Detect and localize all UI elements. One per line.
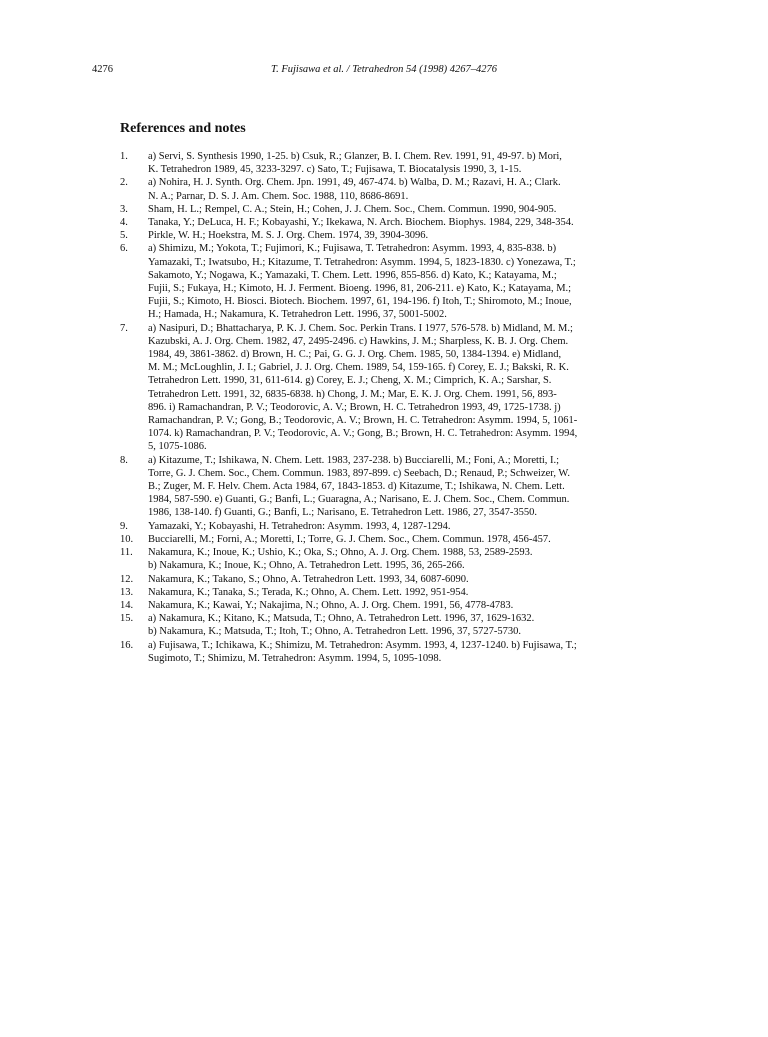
reference-line: Nakamura, K.; Inoue, K.; Ushio, K.; Oka, S.; Ohno, A. J. Org. Chem. 1988, 53, 2589-2593. [148,547,533,559]
reference-item [120,533,668,546]
reference-line: M. M.; McLoughlin, J. I.; Gabriel, J. J. Org. Chem. 1989, 54, 159-165. f) Corey, E. J.; Bakski, R. K. [148,362,569,374]
reference-item [120,639,668,665]
reference-line: Yamazaki, T.; Iwatsubo, H.; Kitazume, T. Tetrahedron: Asymm. 1994, 5, 1823-1830. c) Yonezawa, T.; [148,256,576,268]
reference-line: Nakamura, K.; Takano, S.; Ohno, A. Tetrahedron Lett. 1993, 34, 6087-6090. [148,573,469,585]
reference-item [120,520,668,533]
reference-text [148,454,668,520]
reference-text [148,586,668,599]
reference-line: Kazubski, A. J. Org. Chem. 1982, 47, 2495-2496. c) Hawkins, J. M.; Sharpless, K. B. J. Org. Chem. [148,335,569,347]
reference-line: a) Fujisawa, T.; Ichikawa, K.; Shimizu, M. Tetrahedron: Asymm. 1993, 4, 1237-1240. b) Fujisawa, T.; [148,639,577,651]
reference-item [120,599,668,612]
reference-number: 7. [120,322,128,334]
reference-line: N. A.; Parnar, D. S. J. Am. Chem. Soc. 1988, 110, 8686-8691. [148,190,409,202]
reference-line: Fujii, S.; Fukaya, H.; Kimoto, H. J. Ferment. Bioeng. 1996, 81, 206-211. e) Kato, K.; Katayama, M.; [148,283,572,295]
reference-text [148,322,668,454]
reference-line: a) Nasipuri, D.; Bhattacharya, P. K. J. Chem. Soc. Perkin Trans. I 1977, 576-578. b) Midland, M. M.; [148,322,573,334]
reference-text [148,229,668,242]
reference-number: 15. [120,613,134,625]
reference-number: 5. [120,230,128,242]
reference-line: Tanaka, Y.; DeLuca, H. F.; Kobayashi, Y.; Ikekawa, N. Arch. Biochem. Biophys. 1984, 229, 348-354. [148,217,574,229]
reference-line: Fujii, S.; Kimoto, H. Biosci. Biotech. Biochem. 1997, 61, 194-196. f) Itoh, T.; Shiromoto, M.; Inoue, [148,296,572,308]
reference-line: 1074. k) Ramachandran, P. V.; Teodorovic, A. V.; Gong, B.; Brown, H. C. Tetrahedron: Asymm. 1994, [148,428,578,440]
reference-line: a) Nohira, H. J. Synth. Org. Chem. Jpn. 1991, 49, 467-474. b) Walba, D. M.; Razavi, H. A.; Clark. [148,177,561,189]
reference-line: Nakamura, K.; Kawai, Y.; Nakajima, N.; Ohno, A. J. Org. Chem. 1991, 56, 4778-4783. [148,599,514,611]
reference-line: a) Nakamura, K.; Kitano, K.; Matsuda, T.; Ohno, A. Tetrahedron Lett. 1996, 37, 1629-1632. [148,613,535,625]
reference-line: b) Nakamura, K.; Matsuda, T.; Itoh, T.; Ohno, A. Tetrahedron Lett. 1996, 37, 5727-5730. [148,626,522,638]
reference-line: Sugimoto, T.; Shimizu, M. Tetrahedron: Asymm. 1994, 5, 1095-1098. [148,652,442,664]
reference-item [120,573,668,586]
reference-text [148,216,668,229]
reference-line: H.; Hamada, H.; Nakamura, K. Tetrahedron Lett. 1996, 37, 5001-5002. [148,309,447,321]
reference-item [120,322,668,454]
reference-item [120,150,668,176]
reference-line: Yamazaki, Y.; Kobayashi, H. Tetrahedron: Asymm. 1993, 4, 1287-1294. [148,520,451,532]
reference-line: K. Tetrahedron 1989, 45, 3233-3297. c) Sato, T.; Fujisawa, T. Biocatalysis 1990, 3, 1-15. [148,164,522,176]
reference-text [148,573,668,586]
reference-line: 1984, 587-590. e) Guanti, G.; Banfi, L.; Guaragna, A.; Narisano, E. J. Chem. Soc., Chem. Commun. [148,494,570,506]
reference-line: Tetrahedron Lett. 1990, 31, 611-614. g) Corey, E. J.; Cheng, X. M.; Cimprich, K. A.; Sarshar, S. [148,375,552,387]
running-head: T. Fujisawa et al. / Tetrahedron 54 (1998) 4267–4276 [271,64,497,75]
reference-number: 13. [120,586,134,598]
reference-number: 16. [120,639,134,651]
reference-text [148,599,668,612]
reference-line: 1986, 138-140. f) Guanti, G.; Banfi, L.; Narisano, E. Tetrahedron Lett. 1986, 27, 3547-3550. [148,507,537,519]
reference-number: 3. [120,203,128,215]
reference-number: 12. [120,573,134,585]
reference-number: 10. [120,533,134,545]
reference-line: B.; Zuger, M. F. Helv. Chem. Acta 1984, 67, 1843-1853. d) Kitazume, T.; Ishikawa, N. Chem. Lett. [148,481,565,493]
reference-number: 8. [120,454,128,466]
reference-text [148,546,668,572]
reference-line: b) Nakamura, K.; Inoue, K.; Ohno, A. Tetrahedron Lett. 1995, 36, 265-266. [148,560,465,572]
reference-item [120,612,668,638]
reference-number: 6. [120,243,128,255]
reference-number: 11. [120,547,133,559]
reference-number: 14. [120,599,134,611]
reference-line: 1984, 49, 3861-3862. d) Brown, H. C.; Pai, G. G. J. Org. Chem. 1985, 50, 1384-1394. e) Midland, [148,349,562,361]
reference-text [148,176,668,202]
reference-line: Tetrahedron Lett. 1991, 32, 6835-6838. h) Chong, J. M.; Mar, E. K. J. Org. Chem. 1991, 56, 893- [148,388,557,400]
reference-line: 5, 1075-1086. [148,441,207,453]
reference-item [120,203,668,216]
reference-line: Sham, H. L.; Rempel, C. A.; Stein, H.; Cohen, J. J. Chem. Soc., Chem. Commun. 1990, 904-905. [148,203,557,215]
reference-line: 896. i) Ramachandran, P. V.; Teodorovic, A. V.; Brown, H. C. Tetrahedron 1993, 49, 1725-1738. j) [148,401,561,413]
section-title: References and notes [120,121,246,136]
reference-list [120,150,668,665]
reference-item [120,216,668,229]
reference-line: Bucciarelli, M.; Forni, A.; Moretti, I.; Torre, G. J. Chem. Soc., Chem. Commun. 1978, 456-457. [148,533,551,545]
reference-item [120,546,668,572]
reference-item [120,454,668,520]
reference-line: Torre, G. J. Chem. Soc., Chem. Commun. 1983, 897-899. c) Seebach, D.; Renaud, P.; Schweizer, W. [148,467,570,479]
reference-text [148,150,668,176]
reference-line: a) Servi, S. Synthesis 1990, 1-25. b) Csuk, R.; Glanzer, B. I. Chem. Rev. 1991, 91, 49-97. b) Mori, [148,151,562,162]
reference-number: 9. [120,520,128,532]
reference-line: a) Kitazume, T.; Ishikawa, N. Chem. Lett. 1983, 237-238. b) Bucciarelli, M.; Foni, A.; Moretti, I.; [148,454,560,466]
reference-text [148,639,668,665]
page-number: 4276 [92,64,113,75]
reference-text [148,533,668,546]
reference-line: Ramachandran, P. V.; Gong, B.; Teodorovic, A. V.; Brown, H. C. Tetrahedron: Asymm. 1994, 5, 1061- [148,415,578,427]
reference-text [148,520,668,533]
reference-line: a) Shimizu, M.; Yokota, T.; Fujimori, K.; Fujisawa, T. Tetrahedron: Asymm. 1993, 4, 835-838. b) [148,243,557,255]
reference-number: 4. [120,217,128,229]
reference-line: Nakamura, K.; Tanaka, S.; Terada, K.; Ohno, A. Chem. Lett. 1992, 951-954. [148,586,469,598]
reference-text [148,203,668,216]
reference-line: Sakamoto, Y.; Nogawa, K.; Yamazaki, T. Chem. Lett. 1996, 855-856. d) Kato, K.; Katayama, M.; [148,269,557,281]
reference-item [120,586,668,599]
reference-item [120,229,668,242]
reference-text [148,612,668,638]
reference-number: 2. [120,177,128,189]
reference-text [148,242,668,321]
reference-line: Pirkle, W. H.; Hoekstra, M. S. J. Org. Chem. 1974, 39, 3904-3096. [148,230,429,242]
reference-item [120,242,668,321]
reference-number: 1. [120,151,128,162]
reference-item [120,176,668,202]
